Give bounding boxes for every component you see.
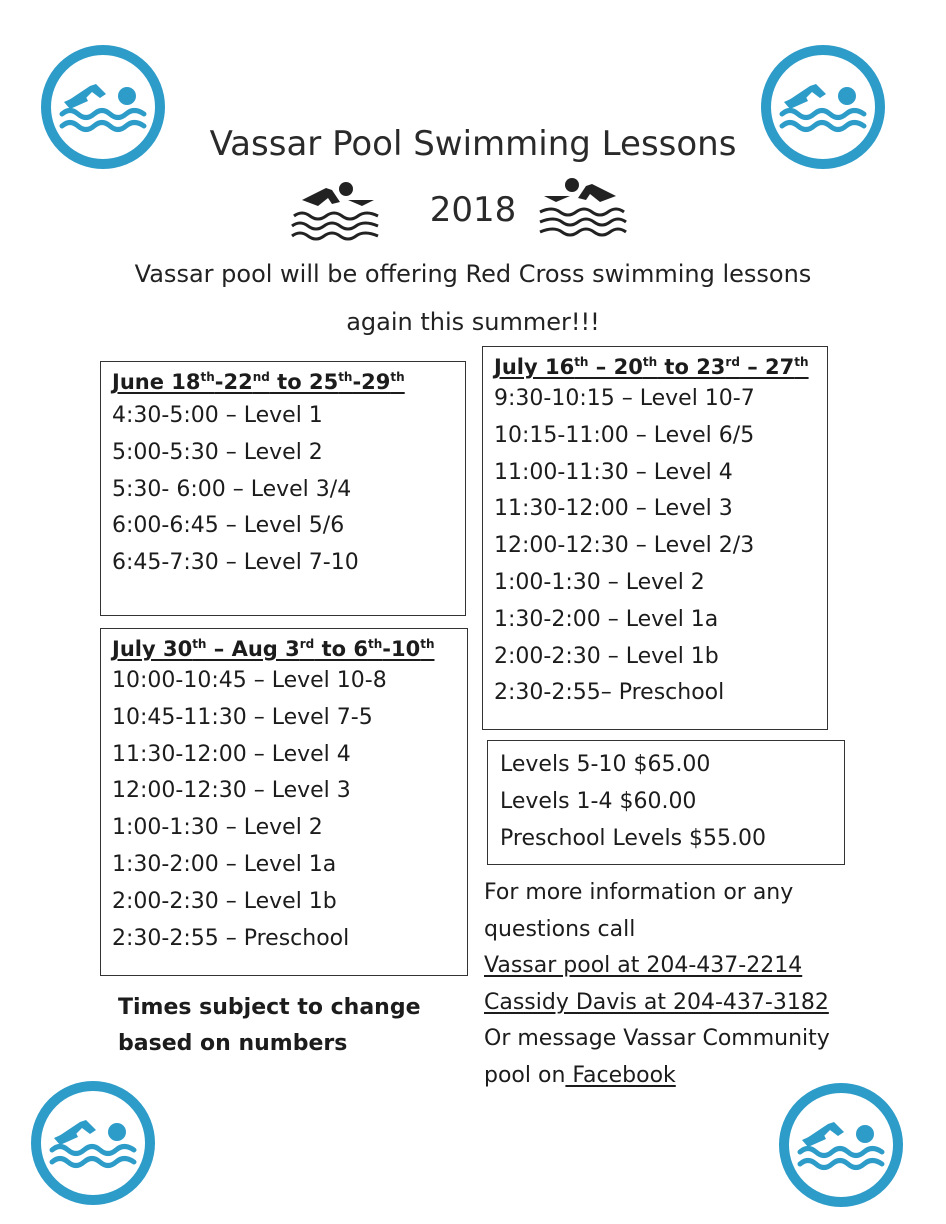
page-title: Vassar Pool Swimming Lessons: [209, 124, 737, 164]
schedule-row: 6:00-6:45 – Level 5/6: [112, 513, 345, 539]
swimmer-logo-icon: [30, 1080, 156, 1206]
contact-info: For more information or any questions call Vassar pool at 204-437-2214 Cassidy Davis at 204-437-3182 Or message Vassar Community pool on Facebook: [484, 880, 830, 1088]
schedule-row: 1:00-1:30 – Level 2: [494, 569, 705, 595]
schedule-row: 10:15-11:00 – Level 6/5: [494, 422, 755, 448]
schedule-row: 11:30-12:00 – Level 4: [112, 741, 351, 767]
price-box: [487, 740, 845, 865]
schedule-row: 10:45-11:30 – Level 7-5: [112, 704, 373, 730]
schedule-row: 1:00-1:30 – Level 2: [112, 815, 323, 841]
intro-line-1: Vassar pool will be offering Red Cross swimming lessons: [134, 260, 812, 288]
schedule-row: 5:00-5:30 – Level 2: [112, 439, 323, 465]
schedule-row: 6:45-7:30 – Level 7-10: [112, 550, 359, 576]
schedule-row: 11:30-12:00 – Level 3: [494, 496, 733, 522]
schedule-heading: July 16th – 20th to 23rd – 27th: [494, 355, 809, 379]
schedule-row: 11:00-11:30 – Level 4: [494, 459, 733, 485]
price-row: Preschool Levels $55.00: [500, 825, 767, 851]
price-row: Levels 1-4 $60.00: [500, 788, 697, 814]
schedule-row: 2:30-2:55– Preschool: [494, 680, 725, 706]
schedule-row: 12:00-12:30 – Level 2/3: [494, 533, 755, 559]
schedule-heading: June 18th-22nd to 25th-29th: [112, 370, 405, 394]
price-row: Levels 5-10 $65.00: [500, 752, 711, 777]
swimmer-logo-icon: [778, 1082, 904, 1208]
schedule-row: 2:30-2:55 – Preschool: [112, 925, 350, 951]
schedule-row: 9:30-10:15 – Level 10-7: [494, 386, 755, 411]
phone-vassar-pool[interactable]: Vassar pool at 204-437-2214: [484, 953, 803, 979]
schedule-row: 10:00-10:45 – Level 10-8: [112, 668, 387, 693]
schedule-heading: July 30th – Aug 3rd to 6th-10th: [112, 637, 435, 661]
schedule-box-june: [100, 361, 466, 616]
facebook-link[interactable]: Facebook: [565, 1062, 676, 1088]
schedule-row: 5:30- 6:00 – Level 3/4: [112, 476, 352, 502]
schedule-row: 12:00-12:30 – Level 3: [112, 778, 351, 804]
schedule-row: 1:30-2:00 – Level 1a: [494, 606, 719, 632]
schedule-row: 1:30-2:00 – Level 1a: [112, 851, 337, 877]
intro-line-2: again this summer!!!: [346, 308, 600, 336]
swimmer-waves-icon: [534, 176, 630, 240]
phone-cassidy-davis[interactable]: Cassidy Davis at 204-437-3182: [484, 989, 829, 1015]
year-label: 2018: [429, 190, 517, 230]
schedule-box-july-30: [100, 628, 468, 976]
schedule-note: Times subject to change based on numbers: [118, 995, 421, 1056]
schedule-row: 4:30-5:00 – Level 1: [112, 403, 323, 428]
schedule-row: 2:00-2:30 – Level 1b: [112, 888, 337, 914]
schedule-box-july-16: [482, 346, 828, 730]
schedule-row: 2:00-2:30 – Level 1b: [494, 643, 719, 669]
